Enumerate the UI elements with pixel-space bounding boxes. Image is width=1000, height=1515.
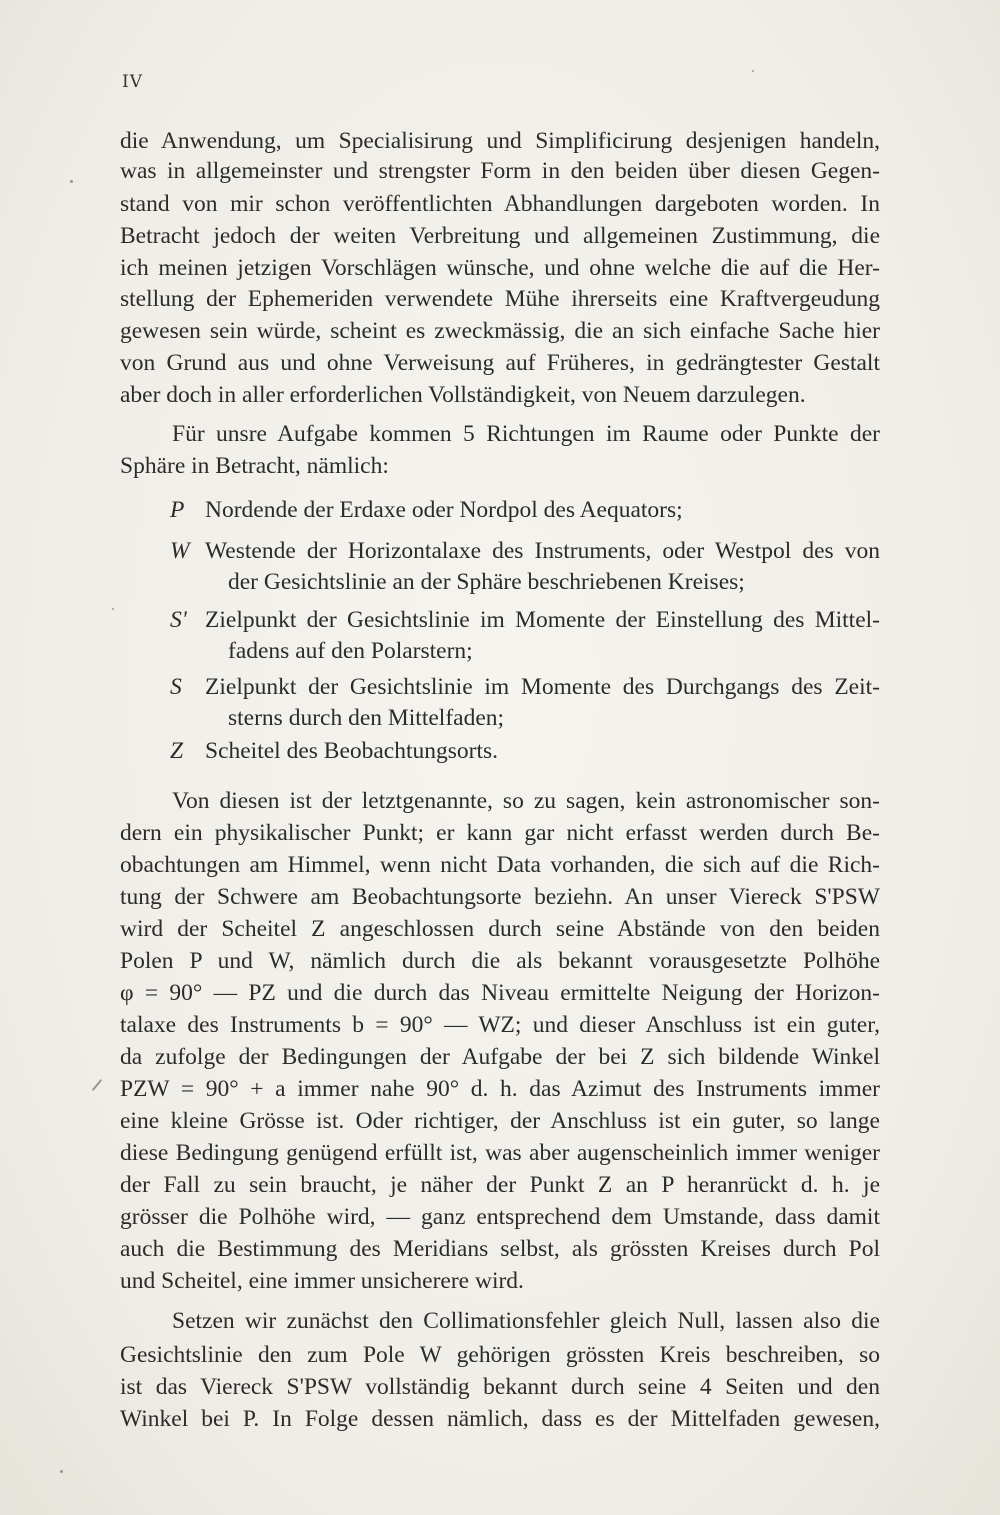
definition-text: Westende der Horizontalaxe des Instruments, oder Westpol des von: [205, 538, 880, 564]
text-line: Sphäre in Betracht, nämlich:: [120, 453, 389, 479]
text-line: Winkel bei P. In Folge dessen nämlich, dass es der Mittelfaden gewesen,: [120, 1406, 880, 1432]
text-line: talaxe des Instruments b = 90° — WZ; und dieser Anschluss ist ein guter,: [120, 1012, 880, 1038]
text-line: auch die Bestimmung des Meridians selbst, als grössten Kreises durch Pol: [120, 1236, 880, 1262]
text-line: Gesichtslinie den zum Pole W gehörigen grössten Kreis beschreiben, so: [120, 1342, 880, 1368]
definition-text: der Gesichtslinie an der Sphäre beschriebenen Kreises;: [228, 569, 745, 595]
text-line: stellung der Ephemeriden verwendete Mühe ihrerseits eine Kraftvergeudung: [120, 286, 880, 312]
definition-text: fadens auf den Polarstern;: [228, 638, 473, 664]
definition-text: Zielpunkt der Gesichtslinie im Momente des Durchgangs des Zeit-: [205, 674, 880, 700]
text-line: dern ein physikalischer Punkt; er kann gar nicht erfasst werden durch Be-: [120, 820, 880, 846]
page-number: IV: [122, 72, 143, 92]
paper-speck: [60, 1470, 63, 1473]
text-line: aber doch in aller erforderlichen Vollständigkeit, von Neuem darzulegen.: [120, 382, 806, 408]
definition-symbol: S': [170, 607, 187, 633]
text-line: Von diesen ist der letztgenannte, so zu sagen, kein astronomischer son-: [172, 788, 880, 814]
definition-symbol: Z: [170, 738, 184, 764]
text-line: die Anwendung, um Specialisirung und Simplificirung desjenigen handeln,: [120, 128, 880, 154]
text-line: Setzen wir zunächst den Collimationsfehler gleich Null, lassen also die: [172, 1308, 880, 1334]
definition-symbol: W: [170, 538, 190, 564]
text-line: und Scheitel, eine immer unsicherere wird.: [120, 1268, 524, 1294]
text-line: obachtungen am Himmel, wenn nicht Data vorhanden, die sich auf die Rich-: [120, 852, 880, 878]
paper-speck: [70, 180, 73, 183]
definition-text: sterns durch den Mittelfaden;: [228, 705, 505, 731]
text-line: Polen P und W, nämlich durch die als bekannt vorausgesetzte Polhöhe: [120, 948, 880, 974]
text-line: Betracht jedoch der weiten Verbreitung und allgemeinen Zustimmung, die: [120, 223, 880, 249]
text-line: tung der Schwere am Beobachtungsorte beziehn. An unser Viereck S'PSW: [120, 884, 880, 910]
text-line: stand von mir schon veröffentlichten Abhandlungen dargeboten worden. In: [120, 191, 880, 217]
text-line: grösser die Polhöhe wird, — ganz entsprechend dem Umstande, dass damit: [120, 1204, 880, 1230]
text-line: der Fall zu sein braucht, je näher der Punkt Z an P heranrückt d. h. je: [120, 1172, 880, 1198]
text-line: φ = 90° — PZ und die durch das Niveau ermittelte Neigung der Horizon-: [120, 980, 880, 1006]
paper-speck: [92, 1079, 103, 1091]
paper-speck: [112, 608, 114, 610]
text-line: diese Bedingung genügend erfüllt ist, was aber augenscheinlich immer weniger: [120, 1140, 880, 1166]
paper-speck: [752, 70, 754, 72]
definition-symbol: S: [170, 674, 182, 700]
text-line: ist das Viereck S'PSW vollständig bekannt durch seine 4 Seiten und den: [120, 1374, 880, 1400]
definition-text: Nordende der Erdaxe oder Nordpol des Aequators;: [205, 497, 683, 523]
text-line: von Grund aus und ohne Verweisung auf Früheres, in gedrängtester Gestalt: [120, 350, 880, 376]
definition-text: Zielpunkt der Gesichtslinie im Momente der Einstellung des Mittel-: [205, 607, 880, 633]
text-line: ich meinen jetzigen Vorschlägen wünsche, und ohne welche die auf die Her-: [120, 255, 880, 281]
text-line: was in allgemeinster und strengster Form in den beiden über diesen Gegen-: [120, 158, 880, 184]
text-line: PZW = 90° + a immer nahe 90° d. h. das Azimut des Instruments immer: [120, 1076, 880, 1102]
text-line: wird der Scheitel Z angeschlossen durch seine Abstände von den beiden: [120, 916, 880, 942]
text-line: Für unsre Aufgabe kommen 5 Richtungen im Raume oder Punkte der: [172, 421, 880, 447]
text-line: da zufolge der Bedingungen der Aufgabe der bei Z sich bildende Winkel: [120, 1044, 880, 1070]
definition-text: Scheitel des Beobachtungsorts.: [205, 738, 499, 764]
text-line: gewesen sein würde, scheint es zweckmässig, die an sich einfache Sache hier: [120, 318, 880, 344]
definition-symbol: P: [170, 497, 185, 523]
text-line: eine kleine Grösse ist. Oder richtiger, der Anschluss ist ein guter, so lange: [120, 1108, 880, 1134]
